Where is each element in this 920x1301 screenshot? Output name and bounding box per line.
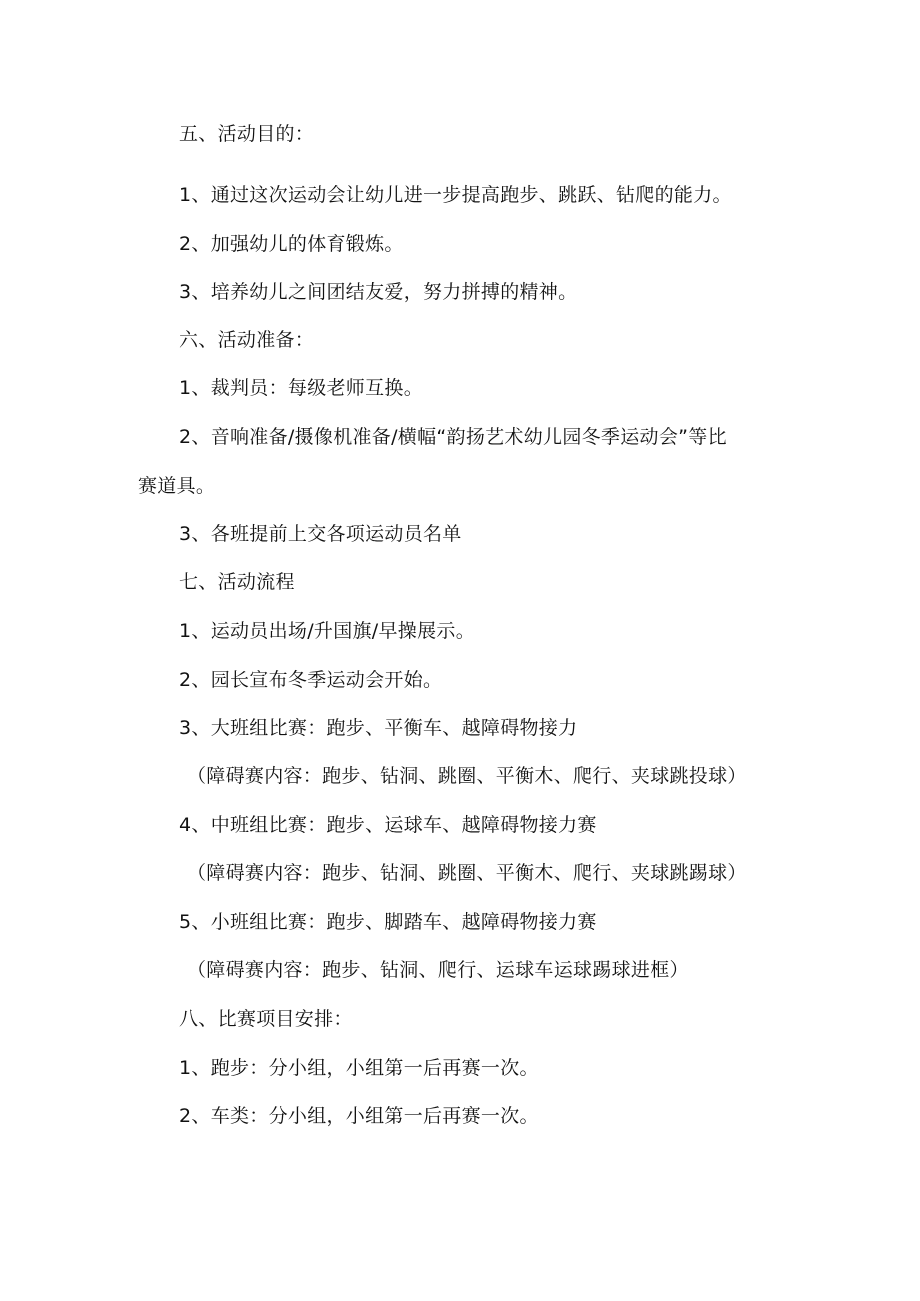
section-7-item-5-note: （障碍赛内容：跑步、钻洞、爬行、运球车运球踢球进框）: [187, 959, 689, 981]
section-8-heading: 八、比赛项目安排：: [179, 1008, 353, 1030]
section-7-heading: 七、活动流程: [179, 571, 295, 593]
section-7-item-4: 4、中班组比赛：跑步、运球车、越障碍物接力赛: [179, 814, 597, 836]
section-6-item-3: 3、各班提前上交各项运动员名单: [179, 523, 462, 545]
section-7-item-5: 5、小班组比赛：跑步、脚踏车、越障碍物接力赛: [179, 911, 597, 933]
section-6-item-1: 1、裁判员：每级老师互换。: [179, 377, 423, 399]
section-5-item-2: 2、加强幼儿的体育锻炼。: [179, 233, 404, 255]
section-5-heading: 五、活动目的：: [179, 123, 315, 145]
section-8-item-2: 2、车类：分小组，小组第一后再赛一次。: [179, 1105, 539, 1127]
section-7-item-3: 3、大班组比赛：跑步、平衡车、越障碍物接力: [179, 717, 578, 739]
section-5-item-3: 3、培养幼儿之间团结友爱，努力拼搏的精神。: [179, 281, 578, 303]
section-7-item-3-note: （障碍赛内容：跑步、钻洞、跳圈、平衡木、爬行、夹球跳投球）: [187, 765, 747, 787]
section-7-item-1: 1、运动员出场/升国旗/早操展示。: [179, 620, 475, 642]
section-6-heading: 六、活动准备：: [179, 329, 315, 351]
section-5-item-1: 1、通过这次运动会让幼儿进一步提高跑步、跳跃、钻爬的能力。: [179, 184, 732, 206]
section-6-item-2-line-2: 赛道具。: [138, 475, 216, 497]
section-8-item-1: 1、跑步：分小组，小组第一后再赛一次。: [179, 1057, 539, 1079]
section-7-item-2: 2、园长宣布冬季运动会开始。: [179, 669, 443, 691]
section-6-item-2-line-1: 2、音响准备/摄像机准备/横幅“韵扬艺术幼儿园冬季运动会”等比: [179, 426, 727, 448]
section-7-item-4-note: （障碍赛内容：跑步、钻洞、跳圈、平衡木、爬行、夹球跳踢球）: [187, 862, 747, 884]
